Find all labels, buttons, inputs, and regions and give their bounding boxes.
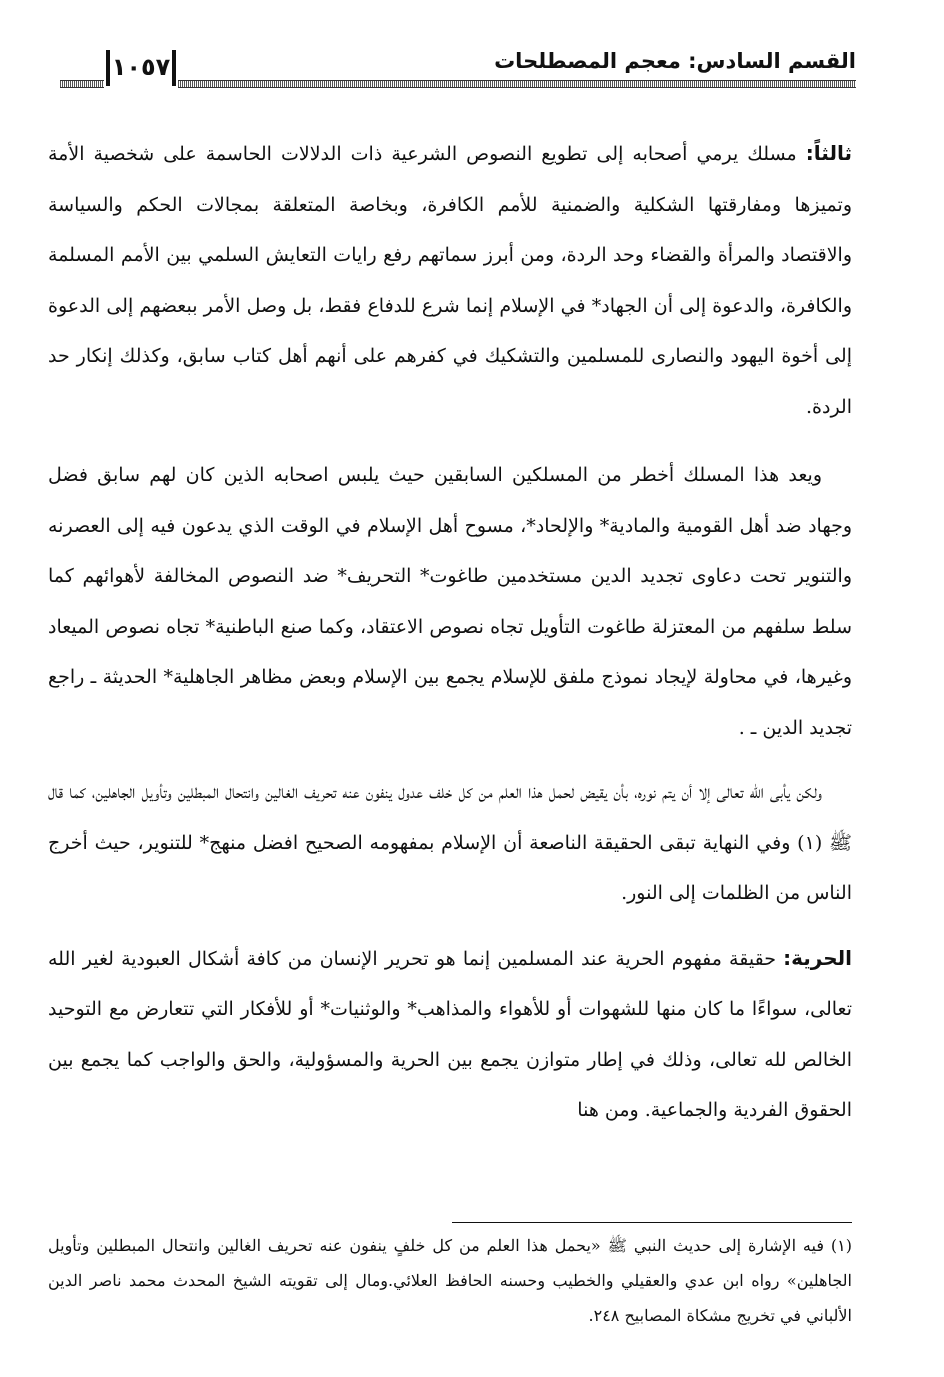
page-header [60,46,856,92]
footnote-separator [452,1222,852,1223]
paragraph [48,767,852,919]
paragraph-thirdly [48,128,852,432]
paragraph-freedom [48,933,852,1136]
main-text [48,128,852,1136]
footnote: (١) فيه الإشارة إلى حديث النبي ﷺ «يحمل هذا العلم من كل خلفٍ ينفون عنه تحريف الغالين وانتحال المبطلين وتأويل الجاهلين» رواه ابن عدي والعقيلي والخطيب وحسنه الحافظ العلائي.ومال إلى تقويته الشيخ المحدث محمد ناصر الدين الألباني في تخريج مشكاة المصابيح ٢٤٨. [48,1236,852,1325]
term-heading: ثالثاً: [805,141,852,165]
paragraph-text: حقيقة مفهوم الحرية عند المسلمين إنما هو تحرير الإنسان من كافة أشكال العبودية لغير الله تعالى، سواءًا ما كان منها للشهوات أو للأهواء والمذاهب* والوثنيات* أو للأفكار التي تتعارض مع التوحيد الخالص لله تعالى، وذلك في إطار متوازن يجمع بين الحرية والمسؤولية، والحق والواجب كما يجمع بين الحقوق الفردية والجماعية. ومن هنا [48,947,852,1121]
paragraph-text: ويعد هذا المسلك أخطر من المسلكين السابقين حيث يلبس اصحابه الذين كان لهم سابق فضل وجهاد ضد أهل القومية والمادية* والإلحاد*، مسوح أهل الإسلام في الوقت الذي يدعون فيه إلى العصرنه والتنوير تحت دعاوى تجديد الدين مستخدمين طاغوت* التحريف* ضد النصوص المخالفة لأهوائهم كما سلط سلفهم من المعتزلة طاغوت التأويل تجاه نصوص الاعتقاد، وكما صنع الباطنية* تجاه نصوص الميعاد وغيرها، في محاولة لإيجاد نموذج ملفق للإسلام يجمع بين الإسلام وبعض مظاهر الجاهلية* الحديثة ـ راجع تجديد الدين ـ . [48,464,852,739]
header-rule-left [60,80,104,88]
header-rule [178,80,856,88]
paragraph [48,450,852,753]
paragraph-text: مسلك يرمي أصحابه إلى تطويع النصوص الشرعية ذات الدلالات الحاسمة على شخصية الأمة وتميزها ومفارقتها الشكلية والضمنية للأمم الكافرة، وبخاصة المتعلقة بمجالات الحكم والسياسة والاقتصاد والمرأة والقضاء وحد الردة، ومن أبرز سماتهم رفع رايات التعايش السلمي بين الأمم المسلمة والكافرة، والدعوة إلى أن الجهاد* في الإسلام إنما شرع للدفاع فقط، بل وصل الأمر ببعضهم إلى الدعوة إلى أخوة اليهود والنصارى للمسلمين والتشكيك في كفرهم على أنهم أهل كتاب سابق، وكذلك إنكار حد الردة. [48,143,852,418]
running-title: القسم السادس: معجم المصطلحات [494,49,856,73]
page-number: ١٠٥٧ [106,50,176,86]
paragraph-text: ولكن يأبى الله تعالى إلا أن يتم نوره، بأن يقيض لحمل هذا العلم من كل خلف عدول ينفون عنه تحريف الغالين وانتحال المبطلين وتأويل الجاهلين، كما قال ﷺ (١) وفي النهاية تبقى الحقيقة الناصعة أن الإسلام بمفهومه الصحيح افضل منهج* للتنوير، حيث أخرج الناس من الظلمات إلى النور. [48,781,853,904]
term-heading: الحرية: [783,945,852,970]
